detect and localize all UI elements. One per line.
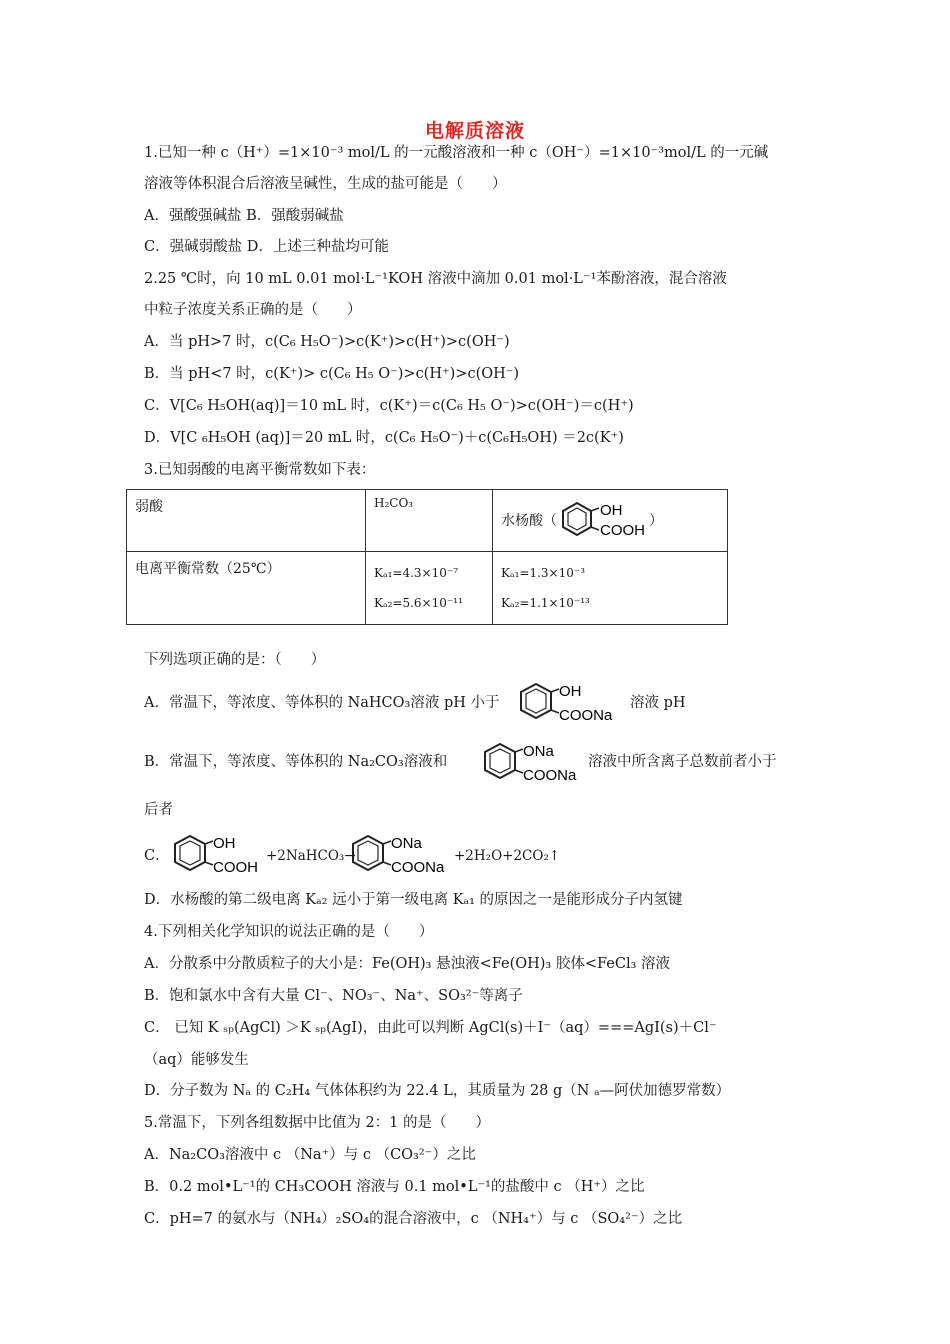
q3-intro: 3.已知弱酸的电离平衡常数如下表： bbox=[144, 462, 376, 478]
q5-option-c: C．pH=7 的氨水与（NH₄）₂SO₄的混合溶液中，c （NH₄⁺）与 c （SO₄²⁻）之比 bbox=[144, 1211, 683, 1227]
table-header-h2co3: H₂CO₃ bbox=[366, 490, 493, 552]
q5-option-b: B．0.2 mol•L⁻¹的 CH₃COOH 溶液与 0.1 mol•L⁻¹的盐酸中 c （H⁺）之比 bbox=[144, 1179, 645, 1195]
disodium-salicylate-structure-b bbox=[480, 740, 590, 788]
q3-option-b-post: 溶液中所含离子总数前者小于 bbox=[588, 754, 777, 770]
label-coona: COONa bbox=[523, 767, 577, 784]
q3-ask: 下列选项正确的是：（ ） bbox=[144, 652, 326, 668]
q3-option-d: D．水杨酸的第二级电离 Kₐ₂ 远小于第一级电离 Kₐ₁ 的原因之一是能形成分子内氢键 bbox=[144, 892, 683, 908]
q5-stem: 5.常温下，下列各组数据中比值为 2：1 的是（ ） bbox=[144, 1115, 491, 1131]
q2-option-d: D．V[C ₆H₅OH (aq)]＝20 mL 时，c(C₆ H₅O⁻)＋c(C₆H₅OH) ＝2c(K⁺) bbox=[144, 430, 624, 446]
q3-option-c-label: C． bbox=[144, 848, 170, 864]
q3-option-a-post: 溶液 pH bbox=[630, 695, 686, 711]
label-ona: ONa bbox=[523, 743, 554, 760]
q3-option-c-products: +2H₂O+2CO₂↑ bbox=[454, 848, 561, 864]
q1-stem-line1: 1.已知一种 c（H⁺）=1×10⁻³ mol/L 的一元酸溶液和一种 c（OH⁻）=1×10⁻³mol/L 的一元碱 bbox=[144, 145, 769, 161]
q2-option-b: B．当 pH<7 时，c(K⁺)> c(C₆ H₅ O⁻)>c(H⁺)>c(OH⁻) bbox=[144, 366, 520, 382]
q4-option-a: A．分散系中分散质粒子的大小是：Fe(OH)₃ 悬浊液<Fe(OH)₃ 胶体<FeCl₃ 溶液 bbox=[144, 956, 671, 972]
q3-option-c-reagent: +2NaHCO₃→ bbox=[266, 848, 356, 864]
q4-stem: 4.下列相关化学知识的说法正确的是（ ） bbox=[144, 924, 434, 940]
table-h2co3-values: Kₐ₁=4.3×10⁻⁷ Kₐ₂=5.6×10⁻¹¹ bbox=[366, 552, 493, 625]
q3-option-a-pre: A．常温下，等浓度、等体积的 NaHCO₃溶液 pH 小于 bbox=[144, 695, 500, 711]
q4-option-c-line1: C． 已知 K ₛₚ(AgCl) ＞K ₛₚ(AgI)，由此可以判断 AgCl(s)＋I⁻（aq）===AgI(s)＋Cl⁻ bbox=[144, 1020, 717, 1036]
page-title: 电解质溶液 bbox=[424, 120, 525, 142]
q1-option-ab: A．强酸强碱盐 B．强酸弱碱盐 bbox=[144, 208, 344, 224]
salicylic-acid-structure-c bbox=[170, 832, 266, 880]
q4-option-b: B．饱和氯水中含有大量 Cl⁻、NO₃⁻、Na⁺、SO₃²⁻等离子 bbox=[144, 988, 523, 1004]
q2-stem-line1: 2.25 ℃时，向 10 mL 0.01 mol·L⁻¹KOH 溶液中滴加 0.01 mol·L⁻¹苯酚溶液，混合溶液 bbox=[144, 271, 727, 287]
label-cooh: COOH bbox=[600, 522, 645, 539]
q1-option-cd: C．强碱弱酸盐 D．上述三种盐均可能 bbox=[144, 239, 389, 255]
label-cooh: COOH bbox=[213, 859, 258, 876]
q2-stem-line2: 中粒子浓度关系正确的是（ ） bbox=[144, 302, 362, 318]
label-coona: COONa bbox=[559, 707, 613, 724]
q2-option-c: C．V[C₆ H₅OH(aq)]＝10 mL 时，c(K⁺)＝c(C₆ H₅ O⁻)>c(OH⁻)＝c(H⁺) bbox=[144, 398, 634, 414]
disodium-salicylate-structure-c bbox=[348, 832, 458, 880]
table-header-weak-acid: 弱酸 bbox=[127, 490, 366, 552]
table-row-label: 电离平衡常数（25℃） bbox=[127, 552, 366, 625]
q4-option-d: D．分子数为 Nₐ 的 C₂H₄ 气体体积约为 22.4 L，其质量为 28 g（N ₐ—阿伏加德罗常数） bbox=[144, 1083, 731, 1099]
label-oh: OH bbox=[213, 835, 236, 852]
q3-option-b-pre: B．常温下，等浓度、等体积的 Na₂CO₃溶液和 bbox=[144, 754, 448, 770]
q4-option-c-line2: （aq）能够发生 bbox=[144, 1052, 249, 1068]
salicylic-acid-structure bbox=[557, 500, 649, 540]
sodium-salicylate-structure-a bbox=[516, 680, 626, 728]
q3-option-b-continued: 后者 bbox=[144, 802, 173, 818]
ionization-constant-table bbox=[126, 489, 728, 625]
label-oh: OH bbox=[559, 683, 582, 700]
q1-stem-line2: 溶液等体积混合后溶液呈碱性，生成的盐可能是（ ） bbox=[144, 176, 507, 192]
table-header-salicylic-acid: 水杨酸（ OH COOH ） bbox=[493, 490, 728, 552]
label-oh: OH bbox=[600, 502, 623, 519]
label-ona: ONa bbox=[391, 835, 422, 852]
label-coona: COONa bbox=[391, 859, 445, 876]
q5-option-a: A．Na₂CO₃溶液中 c （Na⁺）与 c （CO₃²⁻）之比 bbox=[144, 1147, 476, 1163]
q2-option-a: A．当 pH>7 时，c(C₆ H₅O⁻)>c(K⁺)>c(H⁺)>c(OH⁻) bbox=[144, 334, 510, 350]
table-salicylic-values: Kₐ₁=1.3×10⁻³ Kₐ₂=1.1×10⁻¹³ bbox=[493, 552, 728, 625]
